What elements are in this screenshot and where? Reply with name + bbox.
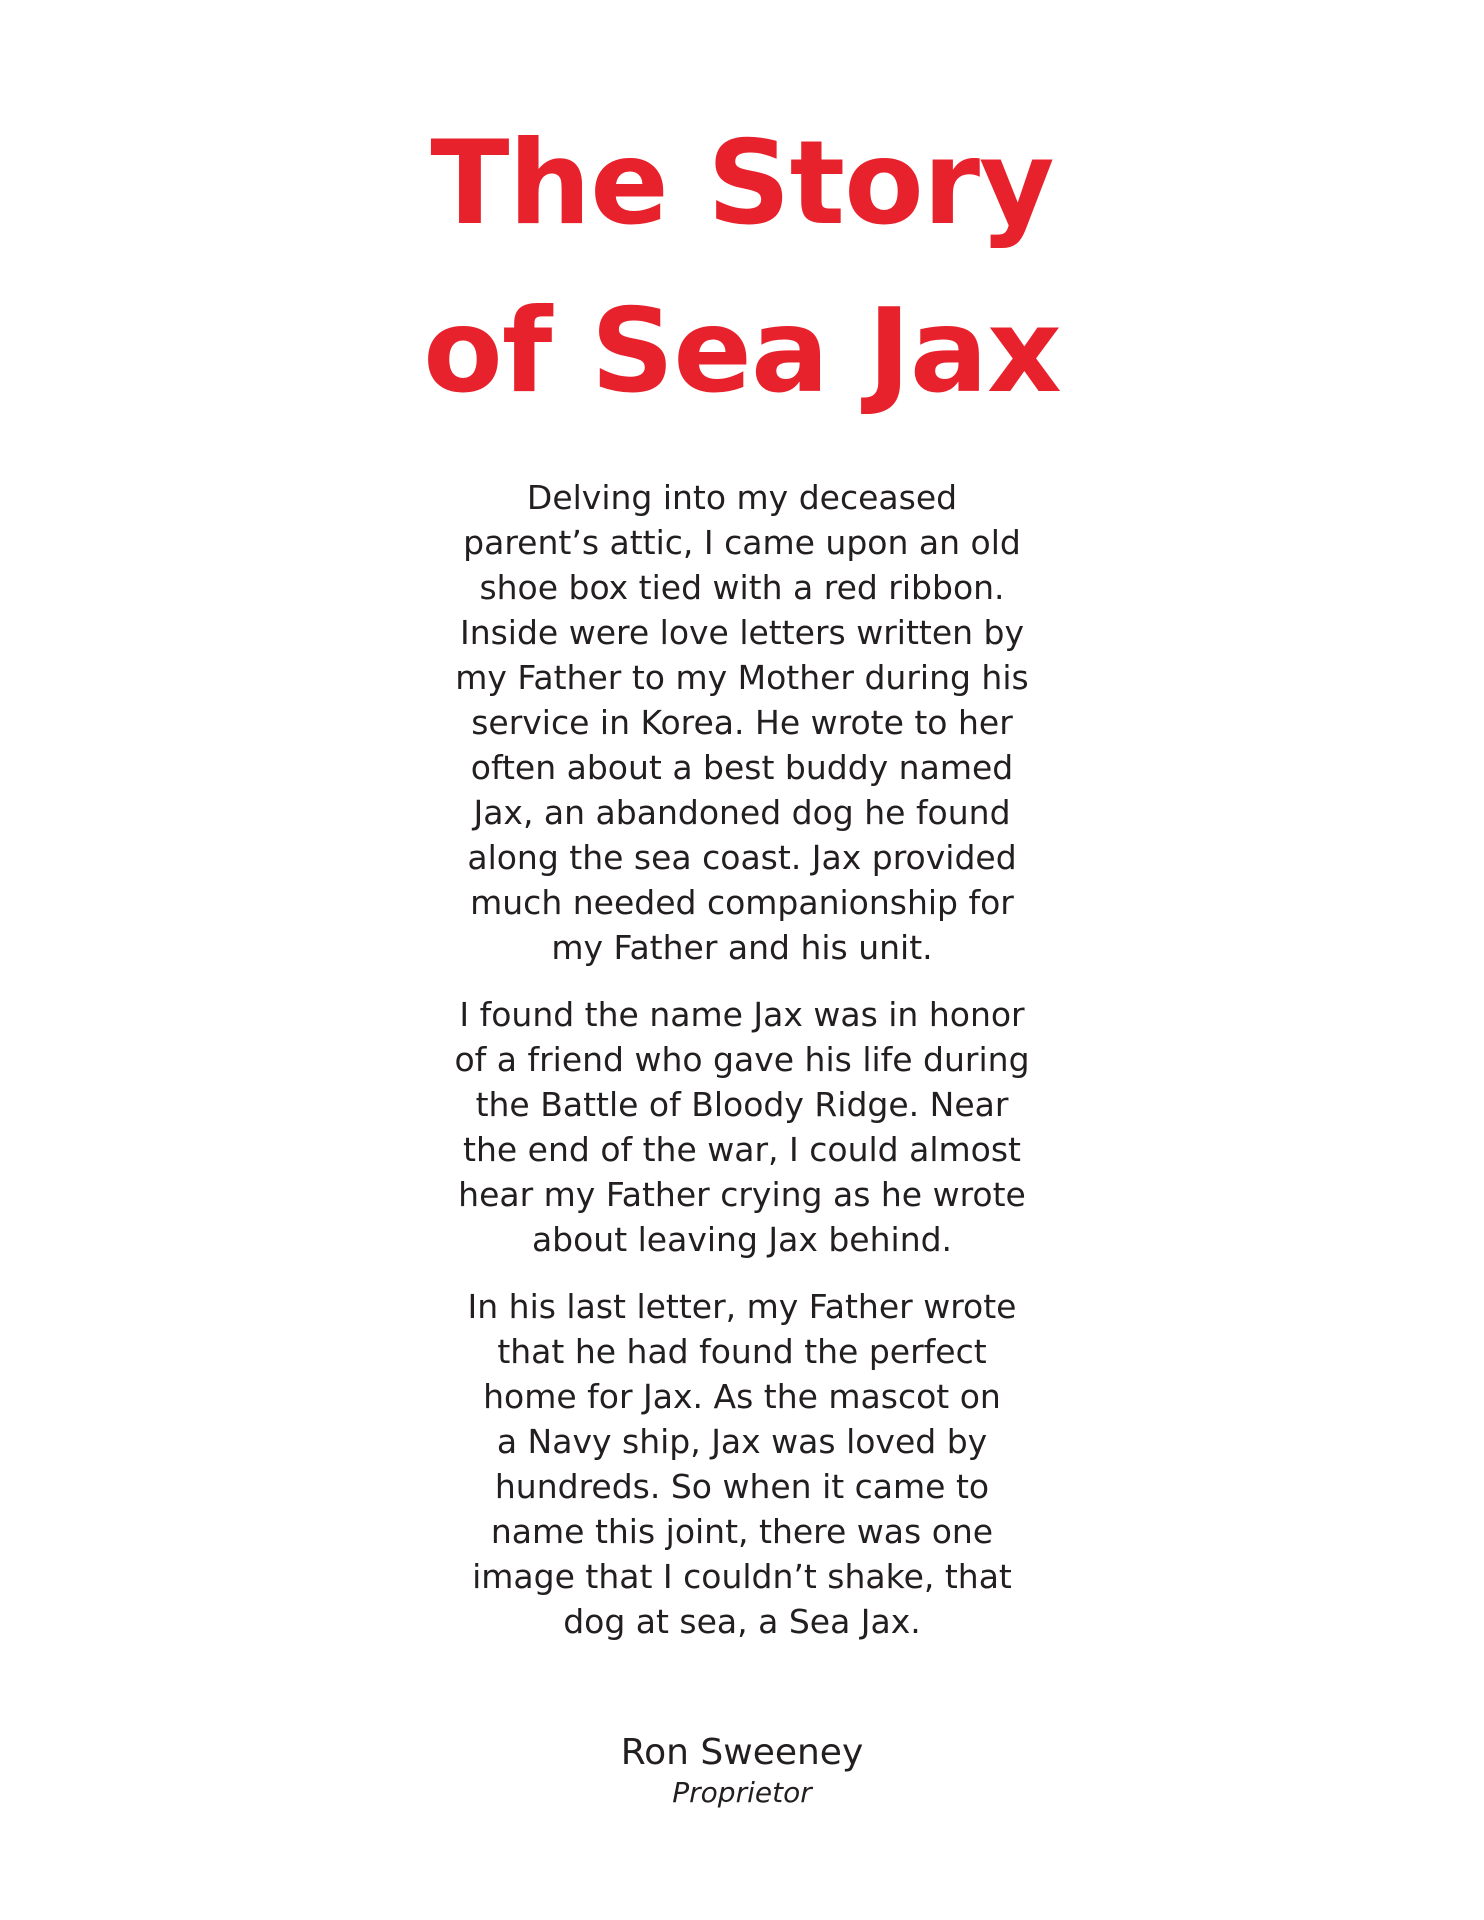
- page-title: [0, 100, 1484, 436]
- story-line: that he had found the perfect: [497, 1332, 987, 1371]
- story-line: often about a best buddy named: [470, 748, 1014, 787]
- story-line: Jax, an abandoned dog he found: [473, 793, 1011, 832]
- story-line: the Battle of Bloody Ridge. Near: [475, 1085, 1009, 1124]
- story-line: I found the name Jax was in honor: [459, 995, 1025, 1034]
- story-line: image that I couldn’t shake, that: [472, 1557, 1012, 1596]
- story-line: Inside were love letters written by: [459, 613, 1025, 652]
- story-line: In his last letter, my Father wrote: [467, 1287, 1017, 1326]
- story-line: of a friend who gave his life during: [454, 1040, 1030, 1079]
- story-line: service in Korea. He wrote to her: [471, 703, 1013, 742]
- signature-role: Proprietor: [672, 1776, 812, 1809]
- title-line-2: of Sea Jax: [423, 284, 1061, 419]
- story-line: my Father and his unit.: [551, 928, 933, 967]
- story-line: the end of the war, I could almost: [463, 1130, 1021, 1169]
- story-paragraph-1: [380, 475, 1104, 970]
- story-paragraph-3: [380, 1284, 1104, 1644]
- story-line: shoe box tied with a red ribbon.: [479, 568, 1005, 607]
- story-line: name this joint, there was one: [490, 1512, 994, 1551]
- story-line: much needed companionship for: [470, 883, 1014, 922]
- story-line: along the sea coast. Jax provided: [467, 838, 1017, 877]
- title-line-1: The Story: [430, 116, 1054, 251]
- story-line: hear my Father crying as he wrote: [458, 1175, 1026, 1214]
- story-line: a Navy ship, Jax was loved by: [496, 1422, 988, 1461]
- story-line: about leaving Jax behind.: [531, 1220, 953, 1259]
- story-line: Delving into my deceased: [526, 478, 958, 517]
- story-body: [380, 475, 1104, 1666]
- story-paragraph-2: [380, 992, 1104, 1262]
- signature-block: [0, 1731, 1484, 1811]
- story-line: dog at sea, a Sea Jax.: [563, 1602, 921, 1641]
- story-line: parent’s attic, I came upon an old: [463, 523, 1021, 562]
- story-line: my Father to my Mother during his: [455, 658, 1029, 697]
- story-line: home for Jax. As the mascot on: [483, 1377, 1001, 1416]
- story-line: hundreds. So when it came to: [494, 1467, 990, 1506]
- signature-name: Ron Sweeney: [620, 1732, 864, 1773]
